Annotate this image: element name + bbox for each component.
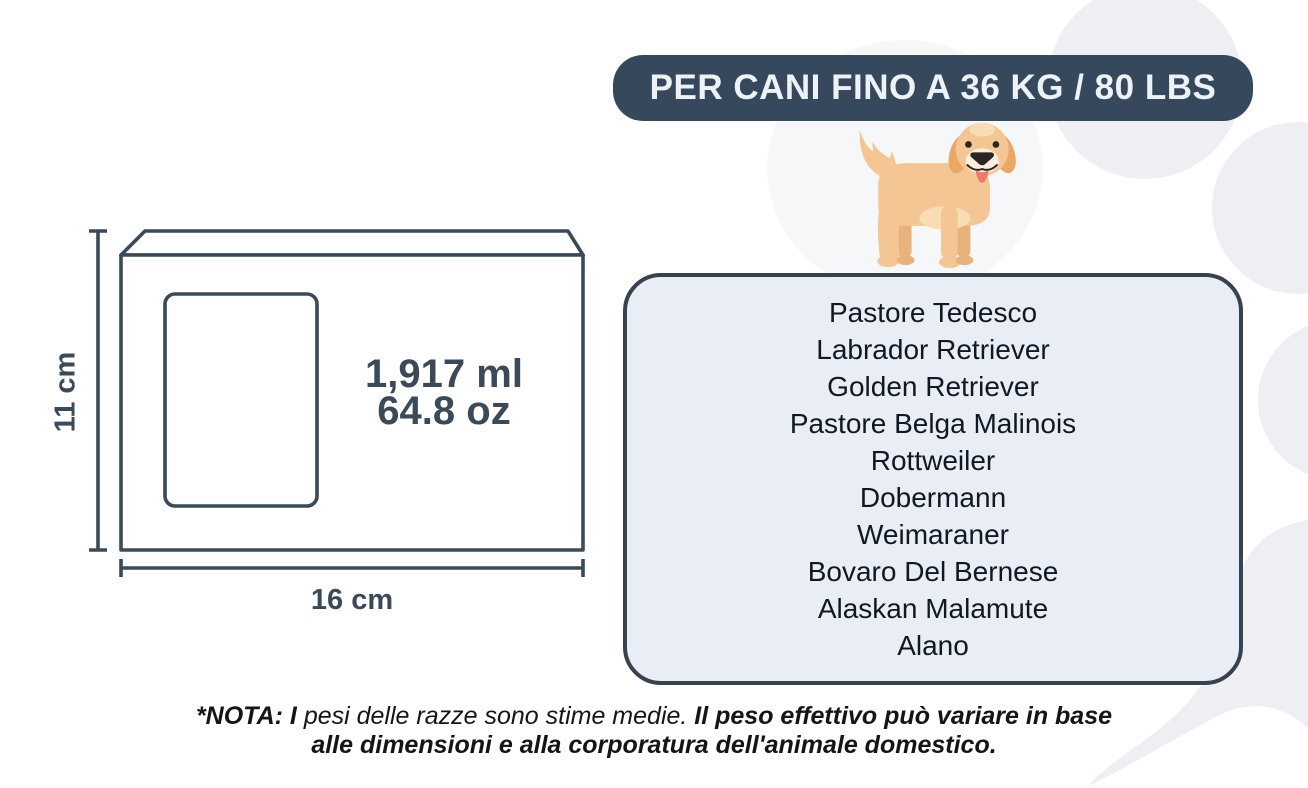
breed-item: Dobermann: [859, 482, 1007, 513]
dog-eye: [965, 141, 972, 148]
dog-foot: [956, 255, 974, 265]
paw-toe-3: [1258, 320, 1308, 480]
paw-toe-2: [1212, 122, 1308, 294]
breed-item: Bovaro Del Bernese: [807, 556, 1059, 587]
size-category-badge-label: PER CANI FINO A 36 KG / 80 LBS: [649, 68, 1217, 107]
note-line-1: [0, 702, 1308, 731]
height-dimension-line: [89, 231, 107, 550]
width-dimension-line: [121, 559, 583, 577]
dog-front-leg: [941, 206, 958, 259]
capacity-label: [334, 352, 554, 433]
breed-list-panel: [623, 273, 1243, 685]
height-dimension-label: 11 cm: [49, 351, 81, 433]
size-category-badge: [613, 55, 1253, 121]
note-line-2: alle dimensioni e alla corporatura dell'animale domestico.: [311, 731, 997, 759]
breed-item: Alano: [897, 630, 969, 661]
width-dimension-label: 16 cm: [310, 583, 394, 616]
capacity-ml: 1,917 ml: [365, 352, 523, 396]
golden-retriever-icon: [846, 118, 1034, 270]
note-prefix: *NOTA: I: [195, 702, 297, 730]
dog-foot: [897, 255, 915, 265]
capacity-oz: 64.8 oz: [377, 389, 511, 433]
breed-item: Pastore Belga Malinois: [789, 408, 1077, 439]
breed-item: Pastore Tedesco: [828, 297, 1038, 328]
dog-foot: [877, 255, 899, 267]
breed-item: Alaskan Malamute: [817, 593, 1049, 624]
note-regular: pesi delle razze sono stime medie.: [296, 702, 695, 730]
dog-forehead: [969, 123, 994, 137]
breed-item: Rottweiler: [870, 445, 996, 476]
dog-eye: [993, 141, 1000, 148]
note-emphasis: Il peso effettivo può variare in base: [694, 702, 1113, 730]
weight-disclaimer-note: [0, 702, 1308, 760]
breed-item: Labrador Retriever: [816, 334, 1050, 365]
container-window: [165, 294, 317, 506]
breed-item: Weimaraner: [857, 519, 1009, 550]
breed-item: Golden Retriever: [827, 371, 1039, 402]
